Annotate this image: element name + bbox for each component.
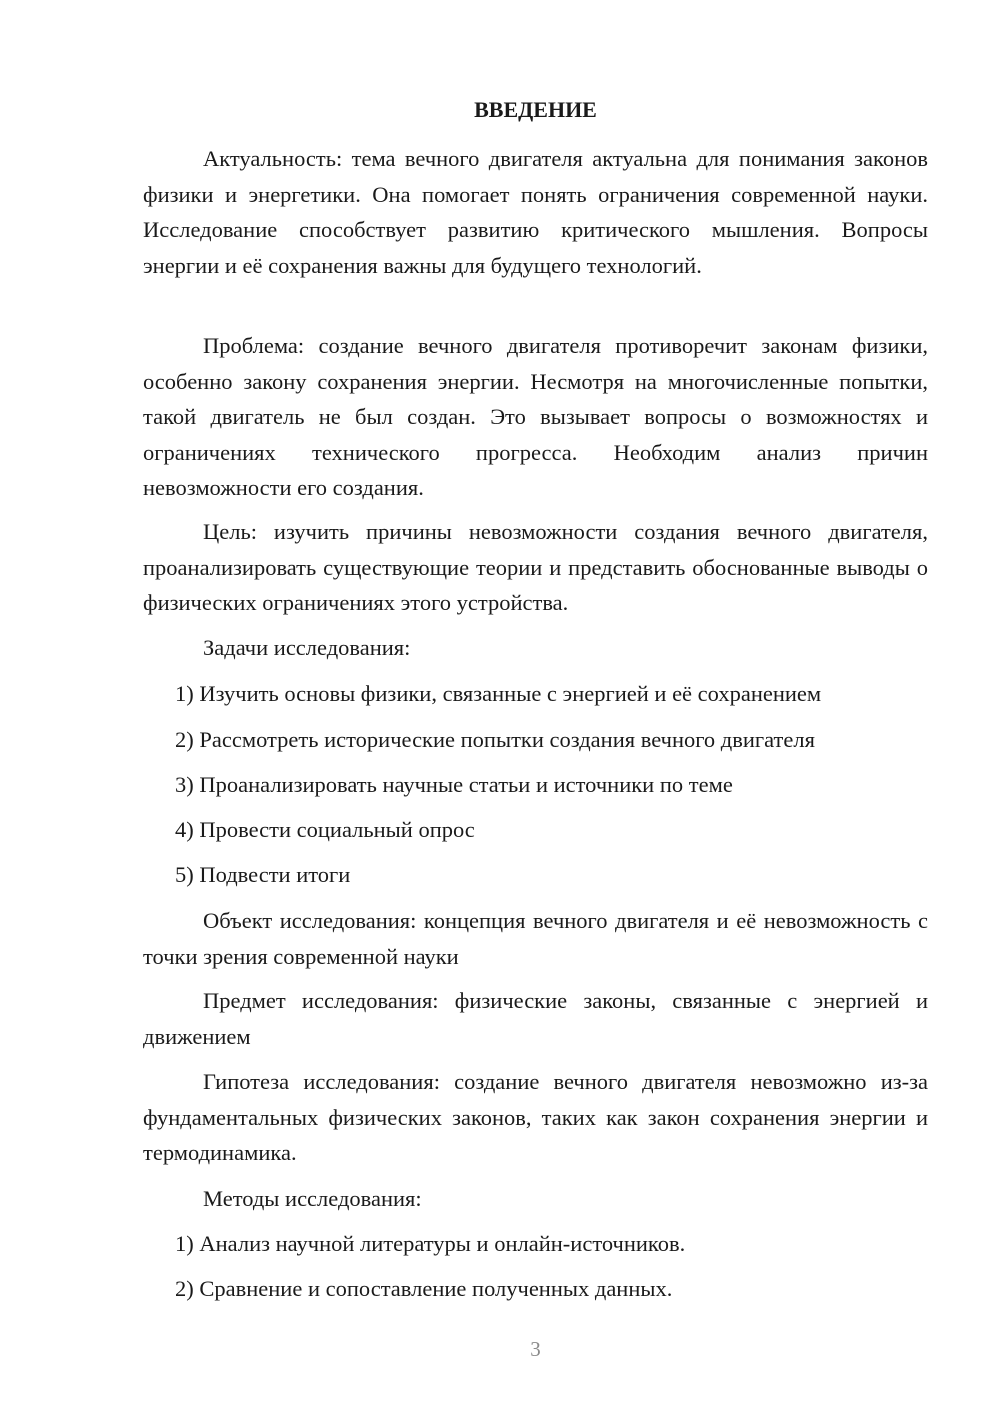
goal-paragraph: Цель: изучить причины невозможности создания вечного двигателя, проанализировать существующие теории и представить обоснованные выводы о физических ограничениях этого устройства.	[143, 519, 928, 615]
task-item: 5) Подвести итоги	[175, 862, 351, 887]
task-item: 2) Рассмотреть исторические попытки создания вечного двигателя	[175, 727, 815, 752]
method-item: 1) Анализ научной литературы и онлайн-источников.	[175, 1231, 686, 1256]
relevance-paragraph: Актуальность: тема вечного двигателя актуальна для понимания законов физики и энергетики. Она помогает понять ограничения современной науки. Исследование способствует развитию критического мышления. Вопросы энергии и её сохранения важны для будущего технологий.	[143, 146, 928, 278]
task-item: 4) Провести социальный опрос	[175, 817, 475, 842]
page-number: 3	[530, 1337, 541, 1361]
methods-heading: Методы исследования:	[203, 1186, 422, 1211]
tasks-heading: Задачи исследования:	[203, 635, 411, 660]
hypothesis-paragraph: Гипотеза исследования: создание вечного двигателя невозможно из-за фундаментальных физических законов, таких как закон сохранения энергии и термодинамика.	[143, 1069, 928, 1165]
subject-paragraph: Предмет исследования: физические законы, связанные с энергией и движением	[143, 988, 928, 1049]
problem-paragraph: Проблема: создание вечного двигателя противоречит законам физики, особенно закону сохранения энергии. Несмотря на многочисленные попытки, такой двигатель не был создан. Это вызывает вопросы о возможностях и ограничениях технического прогресса. Необходим анализ причин невозможности его создания.	[143, 333, 928, 500]
document-page	[143, 0, 928, 1414]
task-item: 3) Проанализировать научные статьи и источники по теме	[175, 772, 733, 797]
section-title: ВВЕДЕНИЕ	[474, 97, 597, 122]
task-item: 1) Изучить основы физики, связанные с энергией и её сохранением	[175, 681, 822, 706]
method-item: 2) Сравнение и сопоставление полученных данных.	[175, 1276, 673, 1301]
object-paragraph: Объект исследования: концепция вечного двигателя и её невозможность с точки зрения современной науки	[143, 908, 928, 969]
